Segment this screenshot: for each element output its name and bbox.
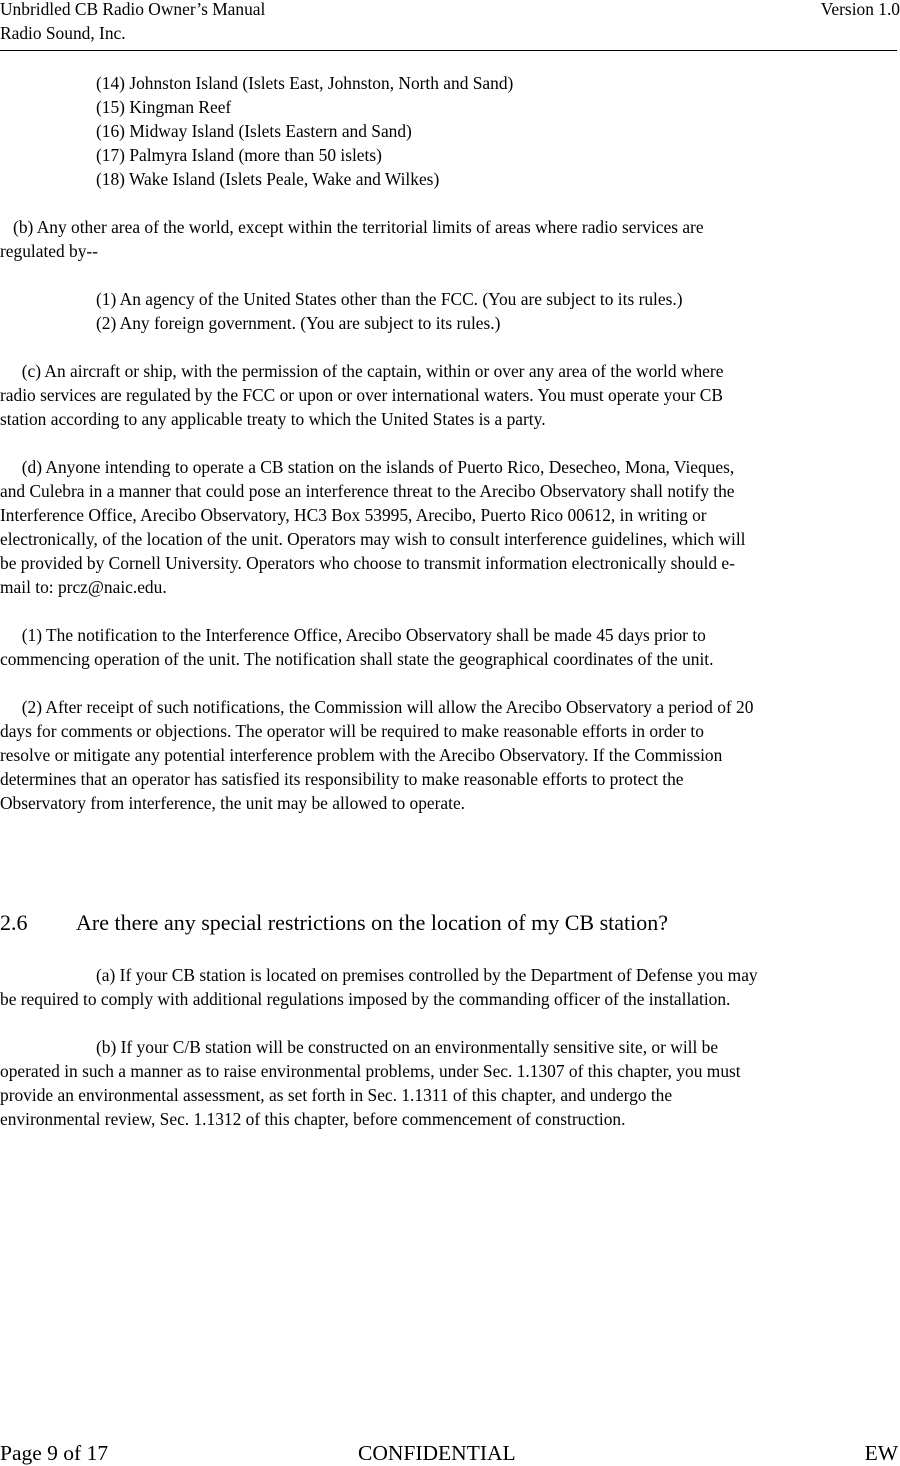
paragraph-d-line: Interference Office, Arecibo Observatory, HC3 Box 53995, Arecibo, Puerto Rico 00612, in writing or — [0, 505, 707, 525]
header-company: Radio Sound, Inc. — [0, 23, 126, 43]
paragraph-d-line: electronically, of the location of the unit. Operators may wish to consult interference guidelines, which will — [0, 529, 746, 549]
section-a-line: (a) If your CB station is located on premises controlled by the Department of Defense you may — [96, 965, 758, 985]
paragraph-d2-line: determines that an operator has satisfied its responsibility to make reasonable efforts to protect the — [0, 769, 684, 789]
list-item: (16) Midway Island (Islets Eastern and Sand) — [96, 121, 412, 141]
list-item: (17) Palmyra Island (more than 50 islets) — [96, 145, 382, 165]
sub-item: (2) Any foreign government. (You are subject to its rules.) — [96, 313, 501, 333]
paragraph-d2-line: days for comments or objections. The operator will be required to make reasonable efforts in order to — [0, 721, 704, 741]
list-item: (14) Johnston Island (Islets East, Johnston, North and Sand) — [96, 73, 514, 93]
header-version: Version 1.0 — [820, 0, 900, 19]
paragraph-b-line: (b) Any other area of the world, except within the territorial limits of areas where radio services are — [0, 217, 704, 237]
section-b-line: provide an environmental assessment, as set forth in Sec. 1.1311 of this chapter, and undergo the — [0, 1085, 673, 1105]
list-item: (15) Kingman Reef — [96, 97, 232, 117]
paragraph-d1-line: (1) The notification to the Interference Office, Arecibo Observatory shall be made 45 days prior to — [0, 625, 706, 645]
header-rule — [0, 50, 897, 51]
paragraph-d2-line: Observatory from interference, the unit may be allowed to operate. — [0, 793, 466, 813]
footer-page-number: Page 9 of 17 — [0, 1441, 109, 1465]
list-item: (18) Wake Island (Islets Peale, Wake and Wilkes) — [96, 169, 440, 189]
section-b-line: operated in such a manner as to raise environmental problems, under Sec. 1.1307 of this chapter, you must — [0, 1061, 741, 1081]
section-number: 2.6 — [0, 910, 28, 935]
paragraph-d-line: mail to: prcz@naic.edu. — [0, 577, 167, 597]
section-a-line: be required to comply with additional regulations imposed by the commanding officer of the installation. — [0, 989, 731, 1009]
footer-confidential: CONFIDENTIAL — [358, 1441, 516, 1465]
paragraph-c-line: (c) An aircraft or ship, with the permission of the captain, within or over any area of the world where — [0, 361, 724, 381]
section-b-line: (b) If your C/B station will be constructed on an environmentally sensitive site, or will be — [96, 1037, 719, 1057]
paragraph-d-line: and Culebra in a manner that could pose an interference threat to the Arecibo Observatory shall notify the — [0, 481, 735, 501]
section-b-line: environmental review, Sec. 1.1312 of this chapter, before commencement of construction. — [0, 1109, 626, 1129]
paragraph-c-line: station according to any applicable treaty to which the United States is a party. — [0, 409, 546, 429]
paragraph-b-line: regulated by-- — [0, 241, 99, 261]
paragraph-d-line: (d) Anyone intending to operate a CB station on the islands of Puerto Rico, Desecheo, Mona, Vieques, — [0, 457, 735, 477]
footer-initials: EW — [864, 1441, 898, 1465]
paragraph-d-line: be provided by Cornell University. Operators who choose to transmit information electronically should e- — [0, 553, 735, 573]
paragraph-c-line: radio services are regulated by the FCC or upon or over international waters. You must operate your CB — [0, 385, 723, 405]
section-title: Are there any special restrictions on the location of my CB station? — [76, 910, 669, 935]
paragraph-d1-line: commencing operation of the unit. The notification shall state the geographical coordinates of the unit. — [0, 649, 714, 669]
header-title: Unbridled CB Radio Owner’s Manual — [0, 0, 266, 19]
paragraph-d2-line: resolve or mitigate any potential interference problem with the Arecibo Observatory. If the Commission — [0, 745, 723, 765]
sub-item: (1) An agency of the United States other than the FCC. (You are subject to its rules.) — [96, 289, 683, 309]
paragraph-d2-line: (2) After receipt of such notifications, the Commission will allow the Arecibo Observatory a period of 20 — [0, 697, 754, 717]
